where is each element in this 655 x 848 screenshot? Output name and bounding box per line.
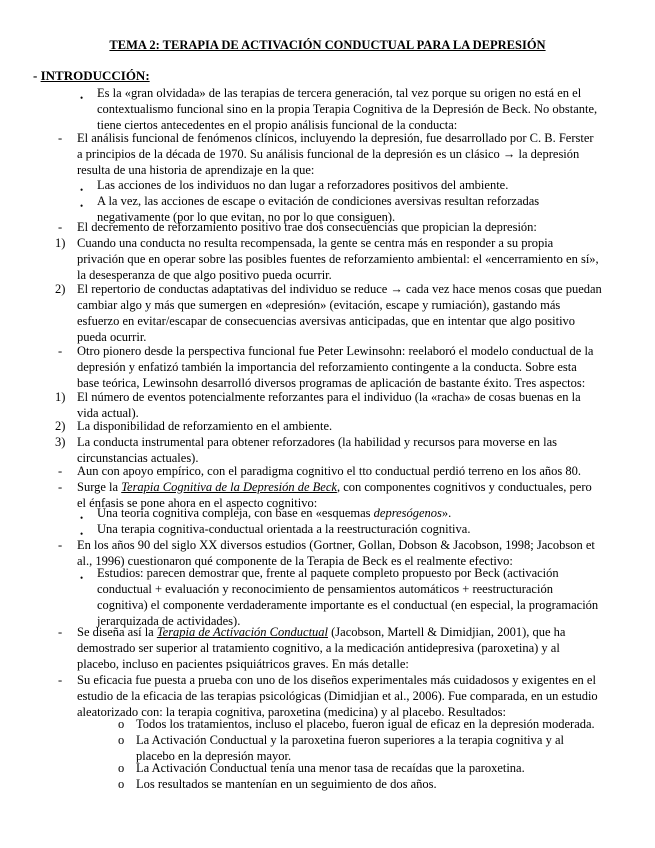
text-fragment: , con componentes cognitivos y conductuales, pero: [336, 480, 592, 494]
text-line: jerarquizada de actividades).: [97, 614, 241, 628]
dash-marker: -: [58, 673, 63, 687]
numbered-item-eventos: [77, 389, 581, 421]
text-line: Estudios: parecen demostrar que, frente al paquete completo propuesto por Beck (activación: [97, 566, 559, 580]
text-fragment: (Jacobson, Martell & Dimidjian, 2001), que ha: [328, 625, 566, 639]
text-line: esfuerzo en evitar/escapar de consecuencias aversivas anticipadas, que en intentar que algo positivo: [77, 314, 576, 328]
bullet-marker: •: [80, 513, 84, 523]
document-title: TEMA 2: TERAPIA DE ACTIVACIÓN CONDUCTUAL PARA LA DEPRESIÓN: [109, 38, 546, 52]
text-line: [97, 505, 451, 521]
bullet-marker: •: [80, 573, 84, 583]
text-line: privación que en operar sobre las posibles fuentes de reforzamiento ambiental: el «encerramiento en sí»,: [77, 252, 599, 266]
text-line: vida actual).: [77, 406, 139, 420]
result-item-recaidas: [136, 760, 525, 776]
dash-marker: -: [58, 464, 63, 478]
text-line: La conducta instrumental para obtener reforzadores (la habilidad y recursos para moverse en las: [77, 435, 557, 449]
number-marker: 3): [55, 435, 66, 449]
dash-item-apoyo: [77, 463, 581, 479]
text-line: Cuando una conducta no resulta recompensada, la gente se centra más en responder a su propia: [77, 236, 554, 250]
text-line: al., 1996) cuestionaron qué componente de la Terapia de Beck es el realmente efectivo:: [77, 554, 513, 568]
text-line: En los años 90 del siglo XX diversos estudios (Gortner, Gollan, Dobson & Jacobson, 1998; Jacobson et: [77, 538, 595, 552]
text-line: negativamente (por lo que evitan, no por lo que consiguen).: [97, 210, 396, 224]
text-fragment: Surge la: [77, 480, 122, 494]
therapy-title-reference: Terapia Cognitiva de la Depresión de Beck: [121, 480, 337, 494]
text-line: tiene ciertos antecedentes en el propio análisis funcional de la conducta:: [97, 118, 458, 132]
result-item-todos: [136, 716, 595, 732]
text-fragment: Se diseña así la: [77, 625, 157, 639]
bullet-terapia: [97, 521, 470, 537]
result-item-resultados: [136, 776, 437, 792]
text-line: aleatorizado con: la terapia cognitiva, paroxetina (medicina) y al placebo. Resultados:: [77, 705, 506, 719]
text-line: Su eficacia fue puesta a prueba con uno de los diseños experimentales más cuidadosos y exigentes en el: [77, 673, 596, 687]
text-line: base teórica, Lewinsohn desarrolló diversos programas de aplicación de bastante éxito. Tres aspectos:: [77, 376, 586, 390]
text-fragment: ».: [441, 506, 452, 520]
text-line: Aun con apoyo empírico, con el paradigma cognitivo el tto conductual perdió terreno en los años 80.: [77, 464, 582, 478]
dash-item-eficacia: [77, 672, 598, 720]
text-line: pueda ocurrir.: [77, 330, 147, 344]
text-line: placebo, incluso en pacientes psiquiátricos graves. En más detalle:: [77, 657, 409, 671]
text-line: Es la «gran olvidada» de las terapias de tercera generación, tal vez porque su origen no está en el: [97, 86, 582, 100]
numbered-item-repertorio: [77, 281, 602, 345]
dash-marker: -: [58, 538, 63, 552]
section-heading: [33, 68, 150, 84]
text-line: resulta de una historia de aprendizaje en la que:: [77, 163, 315, 177]
text-line: demostrado ser superior al tratamiento cognitivo, a la medicación antidepresiva (paroxetina) y al: [77, 641, 560, 655]
text-line: La Activación Conductual y la paroxetina fueron superiores a la terapia cognitiva y al: [136, 733, 564, 747]
text-line: cognitiva) el componente verdaderamente importante es el conductual (en especial, la programación: [97, 598, 599, 612]
numbered-item-instrumental: [77, 434, 557, 466]
bullet-intro: [97, 85, 597, 133]
text-line: estudio de la eficacia de las terapias psicológicas (Dimidjian et al., 2006). Fue comparada, en un estudio: [77, 689, 598, 703]
bullet-acciones: [97, 177, 508, 193]
numbered-item-conducta: [77, 235, 599, 283]
text-line: La disponibilidad de reforzamiento en el ambiente.: [77, 419, 333, 433]
bullet-marker: •: [80, 529, 84, 539]
section-title: INTRODUCCIÓN:: [40, 68, 150, 83]
text-line: [77, 624, 565, 640]
bullet-estudios: [97, 565, 598, 629]
dash-marker: -: [58, 344, 63, 358]
text-line: El número de eventos potencialmente reforzantes para el individuo (la «racha» de cosas buenas en la: [77, 390, 581, 404]
dash-marker: -: [58, 625, 63, 639]
circle-marker: o: [118, 733, 125, 747]
number-marker: 2): [55, 419, 66, 433]
dash-marker: -: [58, 480, 63, 494]
dash-item-diseno: [77, 624, 565, 672]
dash-marker: -: [58, 131, 63, 145]
number-marker: 1): [55, 390, 66, 404]
text-line: contextualismo funcional sino en la propia Terapia Cognitiva de la Depresión de Beck. No obstante,: [97, 102, 598, 116]
text-line: [77, 479, 592, 495]
dash-item-decremento: [77, 219, 537, 235]
dash-marker: -: [58, 220, 63, 234]
text-line: depresión y enfatizó también la importancia del reforzamiento contingente a la conducta. Sobre esta: [77, 360, 577, 374]
text-line: El decremento de reforzamiento positivo trae dos consecuencias que propician la depresión:: [77, 220, 537, 234]
text-line: cambiar algo y más que sumergen en «depresión» (evitación, escape y rumiación), gastando más: [77, 298, 561, 312]
bullet-teoria: [97, 505, 451, 521]
text-line: La Activación Conductual tenía una menor tasa de recaídas que la paroxetina.: [136, 761, 525, 775]
numbered-item-disponibilidad: [77, 418, 332, 434]
text-line: el énfasis se pone ahora en el aspecto cognitivo:: [77, 496, 318, 510]
bullet-marker: •: [80, 93, 84, 103]
therapy-title-reference: Terapia de Activación Conductual: [156, 625, 329, 639]
text-line: Los resultados se mantenían en un seguimiento de dos años.: [136, 777, 437, 791]
text-line: circunstancias actuales).: [77, 451, 199, 465]
text-line: A la vez, las acciones de escape o evitación de condiciones aversivas resultan reforzadas: [97, 194, 540, 208]
circle-marker: o: [118, 717, 125, 731]
text-line: Otro pionero desde la perspectiva funcional fue Peter Lewinsohn: reelaboró el modelo conductual de la: [77, 344, 594, 358]
text-fragment: Una teoría cognitiva compleja, con base en «esquemas: [97, 506, 374, 520]
text-line: Una terapia cognitiva-conductual orientada a la reestructuración cognitiva.: [97, 522, 471, 536]
text-line: conductual + evaluación y reconocimiento de pensamientos automáticos + reestructuración: [97, 582, 553, 596]
dash-item-ferster: [77, 130, 594, 178]
text-line: Las acciones de los individuos no dan lugar a reforzadores positivos del ambiente.: [97, 178, 509, 192]
text-line: placebo en la depresión mayor.: [136, 749, 292, 763]
section-dash: -: [33, 68, 41, 83]
emphasis-text: depresógenos: [373, 506, 442, 520]
text-line: a principios de la década de 1970. Su análisis funcional de la depresión es un clásico → la depresión: [77, 147, 580, 161]
text-line: la desesperanza de que algo positivo pueda ocurrir.: [77, 268, 332, 282]
circle-marker: o: [118, 761, 125, 775]
number-marker: 1): [55, 236, 66, 250]
text-line: El análisis funcional de fenómenos clínicos, incluyendo la depresión, fue desarrollado por C. B. Ferster: [77, 131, 594, 145]
text-line: El repertorio de conductas adaptativas del individuo se reduce → cada vez hace menos cosas que puedan: [77, 282, 602, 296]
circle-marker: o: [118, 777, 125, 791]
text-line: Todos los tratamientos, incluso el placebo, fueron igual de eficaz en la depresión moderada.: [136, 717, 595, 731]
dash-item-lewinsohn: [77, 343, 593, 391]
bullet-marker: •: [80, 201, 84, 211]
bullet-marker: •: [80, 185, 84, 195]
number-marker: 2): [55, 282, 66, 296]
